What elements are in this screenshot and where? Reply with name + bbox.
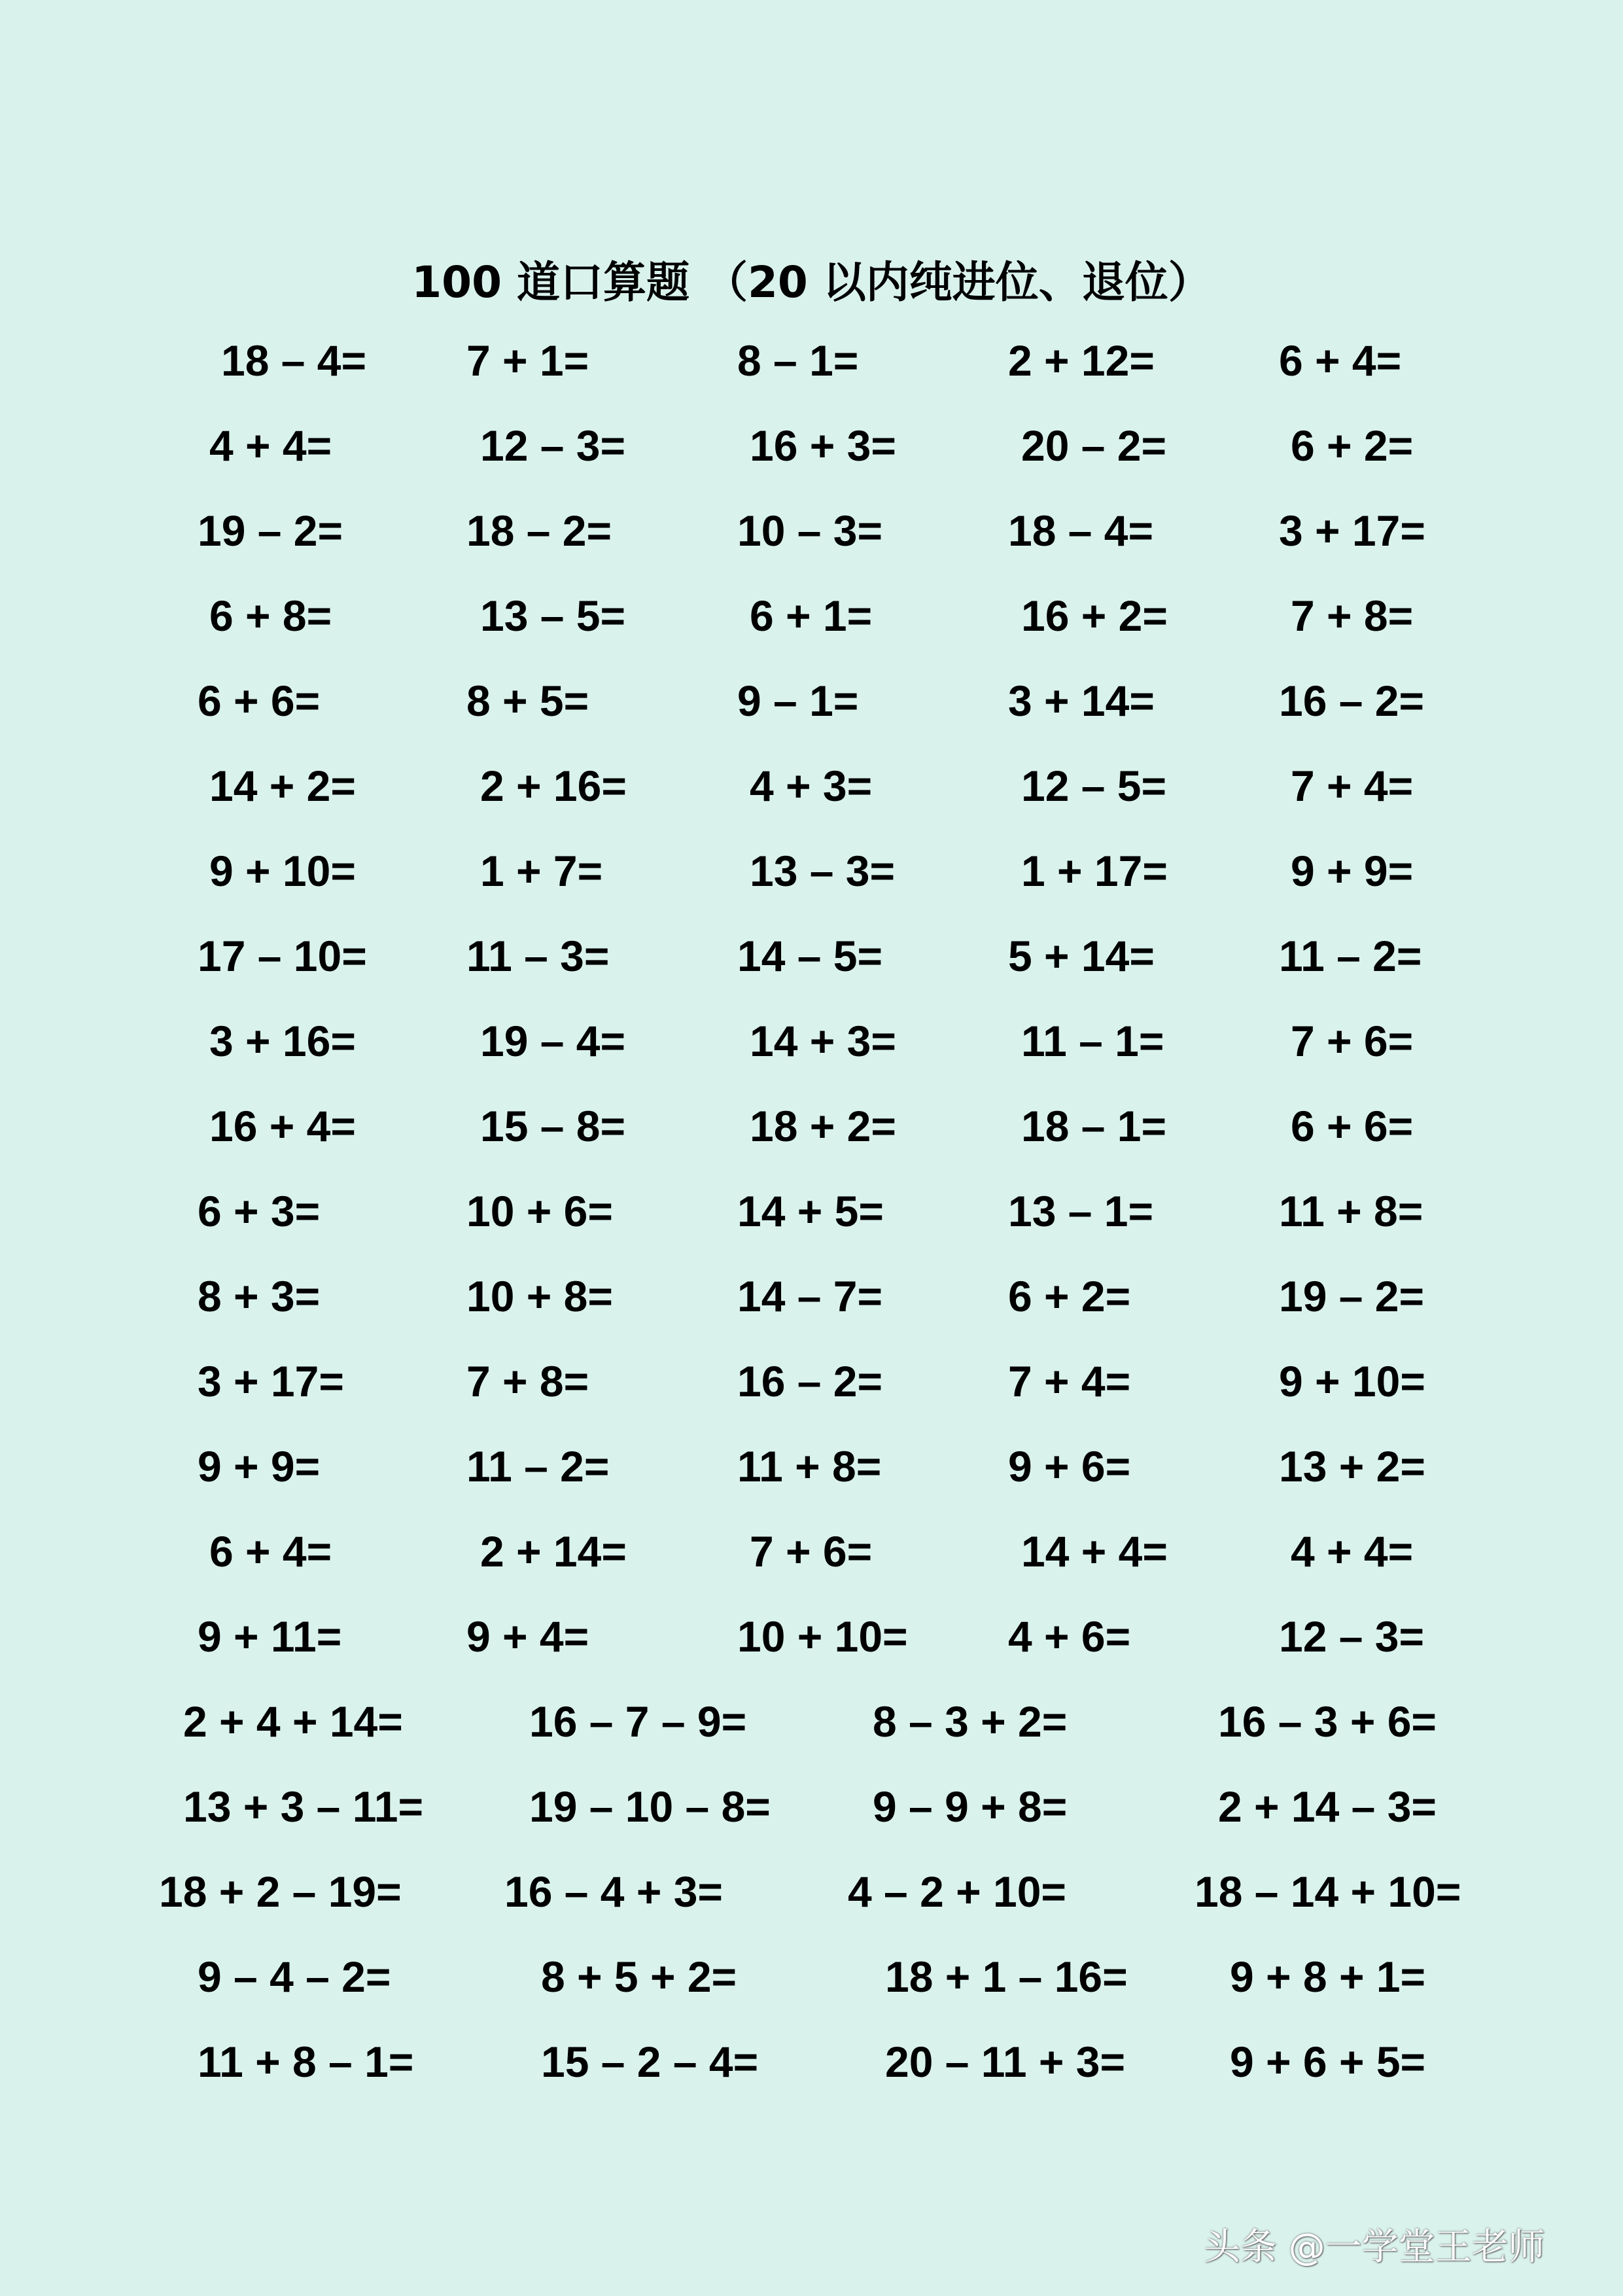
problem-item: 6 + 3= <box>198 1187 321 1235</box>
worksheet-title: 100 道口算题 （20 以内纯进位、退位） <box>411 257 1212 308</box>
problem-item: 7 + 4= <box>1008 1357 1131 1405</box>
problem-item: 14 + 3= <box>750 1017 896 1065</box>
problem-item: 7 + 6= <box>1291 1017 1414 1065</box>
problem-item: 11 – 3= <box>466 932 610 980</box>
problem-item: 16 – 2= <box>1279 677 1425 725</box>
problem-item: 13 + 2= <box>1279 1442 1425 1491</box>
problem-item: 2 + 14 – 3= <box>1218 1782 1437 1831</box>
problem-item: 4 + 6= <box>1008 1612 1131 1661</box>
problem-item: 8 – 3 + 2= <box>873 1697 1068 1746</box>
problem-item: 16 – 7 – 9= <box>529 1697 747 1746</box>
problem-item: 14 – 5= <box>737 932 883 980</box>
problem-item: 10 + 8= <box>466 1272 613 1320</box>
problem-item: 13 – 3= <box>750 847 896 895</box>
problem-item: 15 – 8= <box>480 1102 626 1150</box>
problem-item: 3 + 17= <box>1279 506 1425 555</box>
problem-item: 3 + 16= <box>209 1017 356 1065</box>
problem-item: 18 + 2= <box>750 1102 896 1150</box>
problem-item: 9 – 9 + 8= <box>873 1782 1068 1831</box>
problem-item: 11 + 8= <box>1279 1187 1423 1235</box>
problem-item: 9 + 4= <box>466 1612 589 1661</box>
problem-item: 18 – 2= <box>466 506 612 555</box>
problem-item: 9 + 11= <box>198 1612 342 1661</box>
problem-item: 18 – 14 + 10= <box>1195 1867 1461 1916</box>
problem-item: 19 – 2= <box>198 506 343 555</box>
problem-item: 9 + 8 + 1= <box>1230 1952 1426 2001</box>
problem-item: 4 + 4= <box>209 421 332 470</box>
problem-item: 7 + 1= <box>466 336 589 385</box>
problem-item: 6 + 6= <box>198 677 321 725</box>
problem-item: 11 – 1= <box>1021 1017 1164 1065</box>
problem-item: 9 + 10= <box>1279 1357 1425 1405</box>
problem-item: 7 + 8= <box>1291 592 1414 640</box>
problem-item: 8 + 5 + 2= <box>541 1952 737 2001</box>
problem-item: 9 – 1= <box>737 677 859 725</box>
problem-item: 3 + 14= <box>1008 677 1155 725</box>
problem-item: 14 + 5= <box>737 1187 884 1235</box>
problem-item: 12 – 3= <box>1279 1612 1425 1661</box>
problem-item: 10 – 3= <box>737 506 883 555</box>
problem-item: 13 + 3 – 11= <box>183 1782 424 1831</box>
problem-item: 7 + 4= <box>1291 762 1414 810</box>
problem-item: 14 + 4= <box>1021 1527 1168 1576</box>
problem-item: 16 + 2= <box>1021 592 1168 640</box>
problem-item: 9 + 6= <box>1008 1442 1131 1491</box>
problem-item: 9 + 10= <box>209 847 356 895</box>
problem-item: 7 + 6= <box>750 1527 873 1576</box>
problem-item: 13 – 1= <box>1008 1187 1154 1235</box>
problem-item: 9 + 9= <box>198 1442 321 1491</box>
problem-item: 2 + 16= <box>480 762 627 810</box>
problem-item: 1 + 7= <box>480 847 603 895</box>
problem-item: 18 + 1 – 16= <box>885 1952 1128 2001</box>
problem-item: 6 + 2= <box>1008 1272 1131 1320</box>
problem-item: 16 – 3 + 6= <box>1218 1697 1437 1746</box>
problem-item: 12 – 3= <box>480 421 626 470</box>
problem-item: 20 – 2= <box>1021 421 1167 470</box>
problem-item: 8 – 1= <box>737 336 859 385</box>
problem-item: 6 + 2= <box>1291 421 1414 470</box>
problem-item: 3 + 17= <box>198 1357 344 1405</box>
problem-item: 6 + 1= <box>750 592 873 640</box>
problem-item: 19 – 4= <box>480 1017 626 1065</box>
problem-item: 16 + 3= <box>750 421 896 470</box>
problem-item: 4 – 2 + 10= <box>848 1867 1066 1916</box>
watermark: 头条 @一学堂王老师 <box>1204 2226 1545 2269</box>
problem-item: 9 + 9= <box>1291 847 1414 895</box>
problem-item: 2 + 14= <box>480 1527 627 1576</box>
problem-item: 1 + 17= <box>1021 847 1168 895</box>
problem-item: 9 + 6 + 5= <box>1230 2038 1426 2086</box>
problem-item: 18 – 4= <box>1008 506 1154 555</box>
problem-item: 18 – 4= <box>221 336 367 385</box>
problem-item: 8 + 5= <box>466 677 589 725</box>
problem-item: 16 + 4= <box>209 1102 356 1150</box>
problem-item: 7 + 8= <box>466 1357 589 1405</box>
problem-item: 6 + 6= <box>1291 1102 1414 1150</box>
problem-item: 6 + 4= <box>1279 336 1402 385</box>
problem-item: 18 – 1= <box>1021 1102 1167 1150</box>
problem-item: 16 – 4 + 3= <box>504 1867 723 1916</box>
problem-item: 10 + 6= <box>466 1187 613 1235</box>
problem-item: 6 + 8= <box>209 592 332 640</box>
problem-item: 17 – 10= <box>198 932 367 980</box>
problem-item: 5 + 14= <box>1008 932 1155 980</box>
problem-item: 19 – 2= <box>1279 1272 1425 1320</box>
problem-item: 11 – 2= <box>466 1442 610 1491</box>
problem-item: 16 – 2= <box>737 1357 883 1405</box>
problem-item: 11 – 2= <box>1279 932 1422 980</box>
problem-item: 11 + 8= <box>737 1442 882 1491</box>
problem-item: 8 + 3= <box>198 1272 321 1320</box>
problem-item: 20 – 11 + 3= <box>885 2038 1126 2086</box>
problem-item: 13 – 5= <box>480 592 626 640</box>
problem-item: 10 + 10= <box>737 1612 908 1661</box>
problem-item: 4 + 4= <box>1291 1527 1414 1576</box>
problem-item: 2 + 4 + 14= <box>183 1697 403 1746</box>
problem-item: 2 + 12= <box>1008 336 1155 385</box>
problem-item: 14 + 2= <box>209 762 356 810</box>
problem-item: 19 – 10 – 8= <box>529 1782 771 1831</box>
problem-item: 9 – 4 – 2= <box>198 1952 391 2001</box>
problem-item: 4 + 3= <box>750 762 873 810</box>
problem-item: 18 + 2 – 19= <box>159 1867 402 1916</box>
problem-item: 15 – 2 – 4= <box>541 2038 759 2086</box>
problem-item: 12 – 5= <box>1021 762 1167 810</box>
problem-item: 6 + 4= <box>209 1527 332 1576</box>
problem-item: 14 – 7= <box>737 1272 883 1320</box>
problem-item: 11 + 8 – 1= <box>198 2038 414 2086</box>
